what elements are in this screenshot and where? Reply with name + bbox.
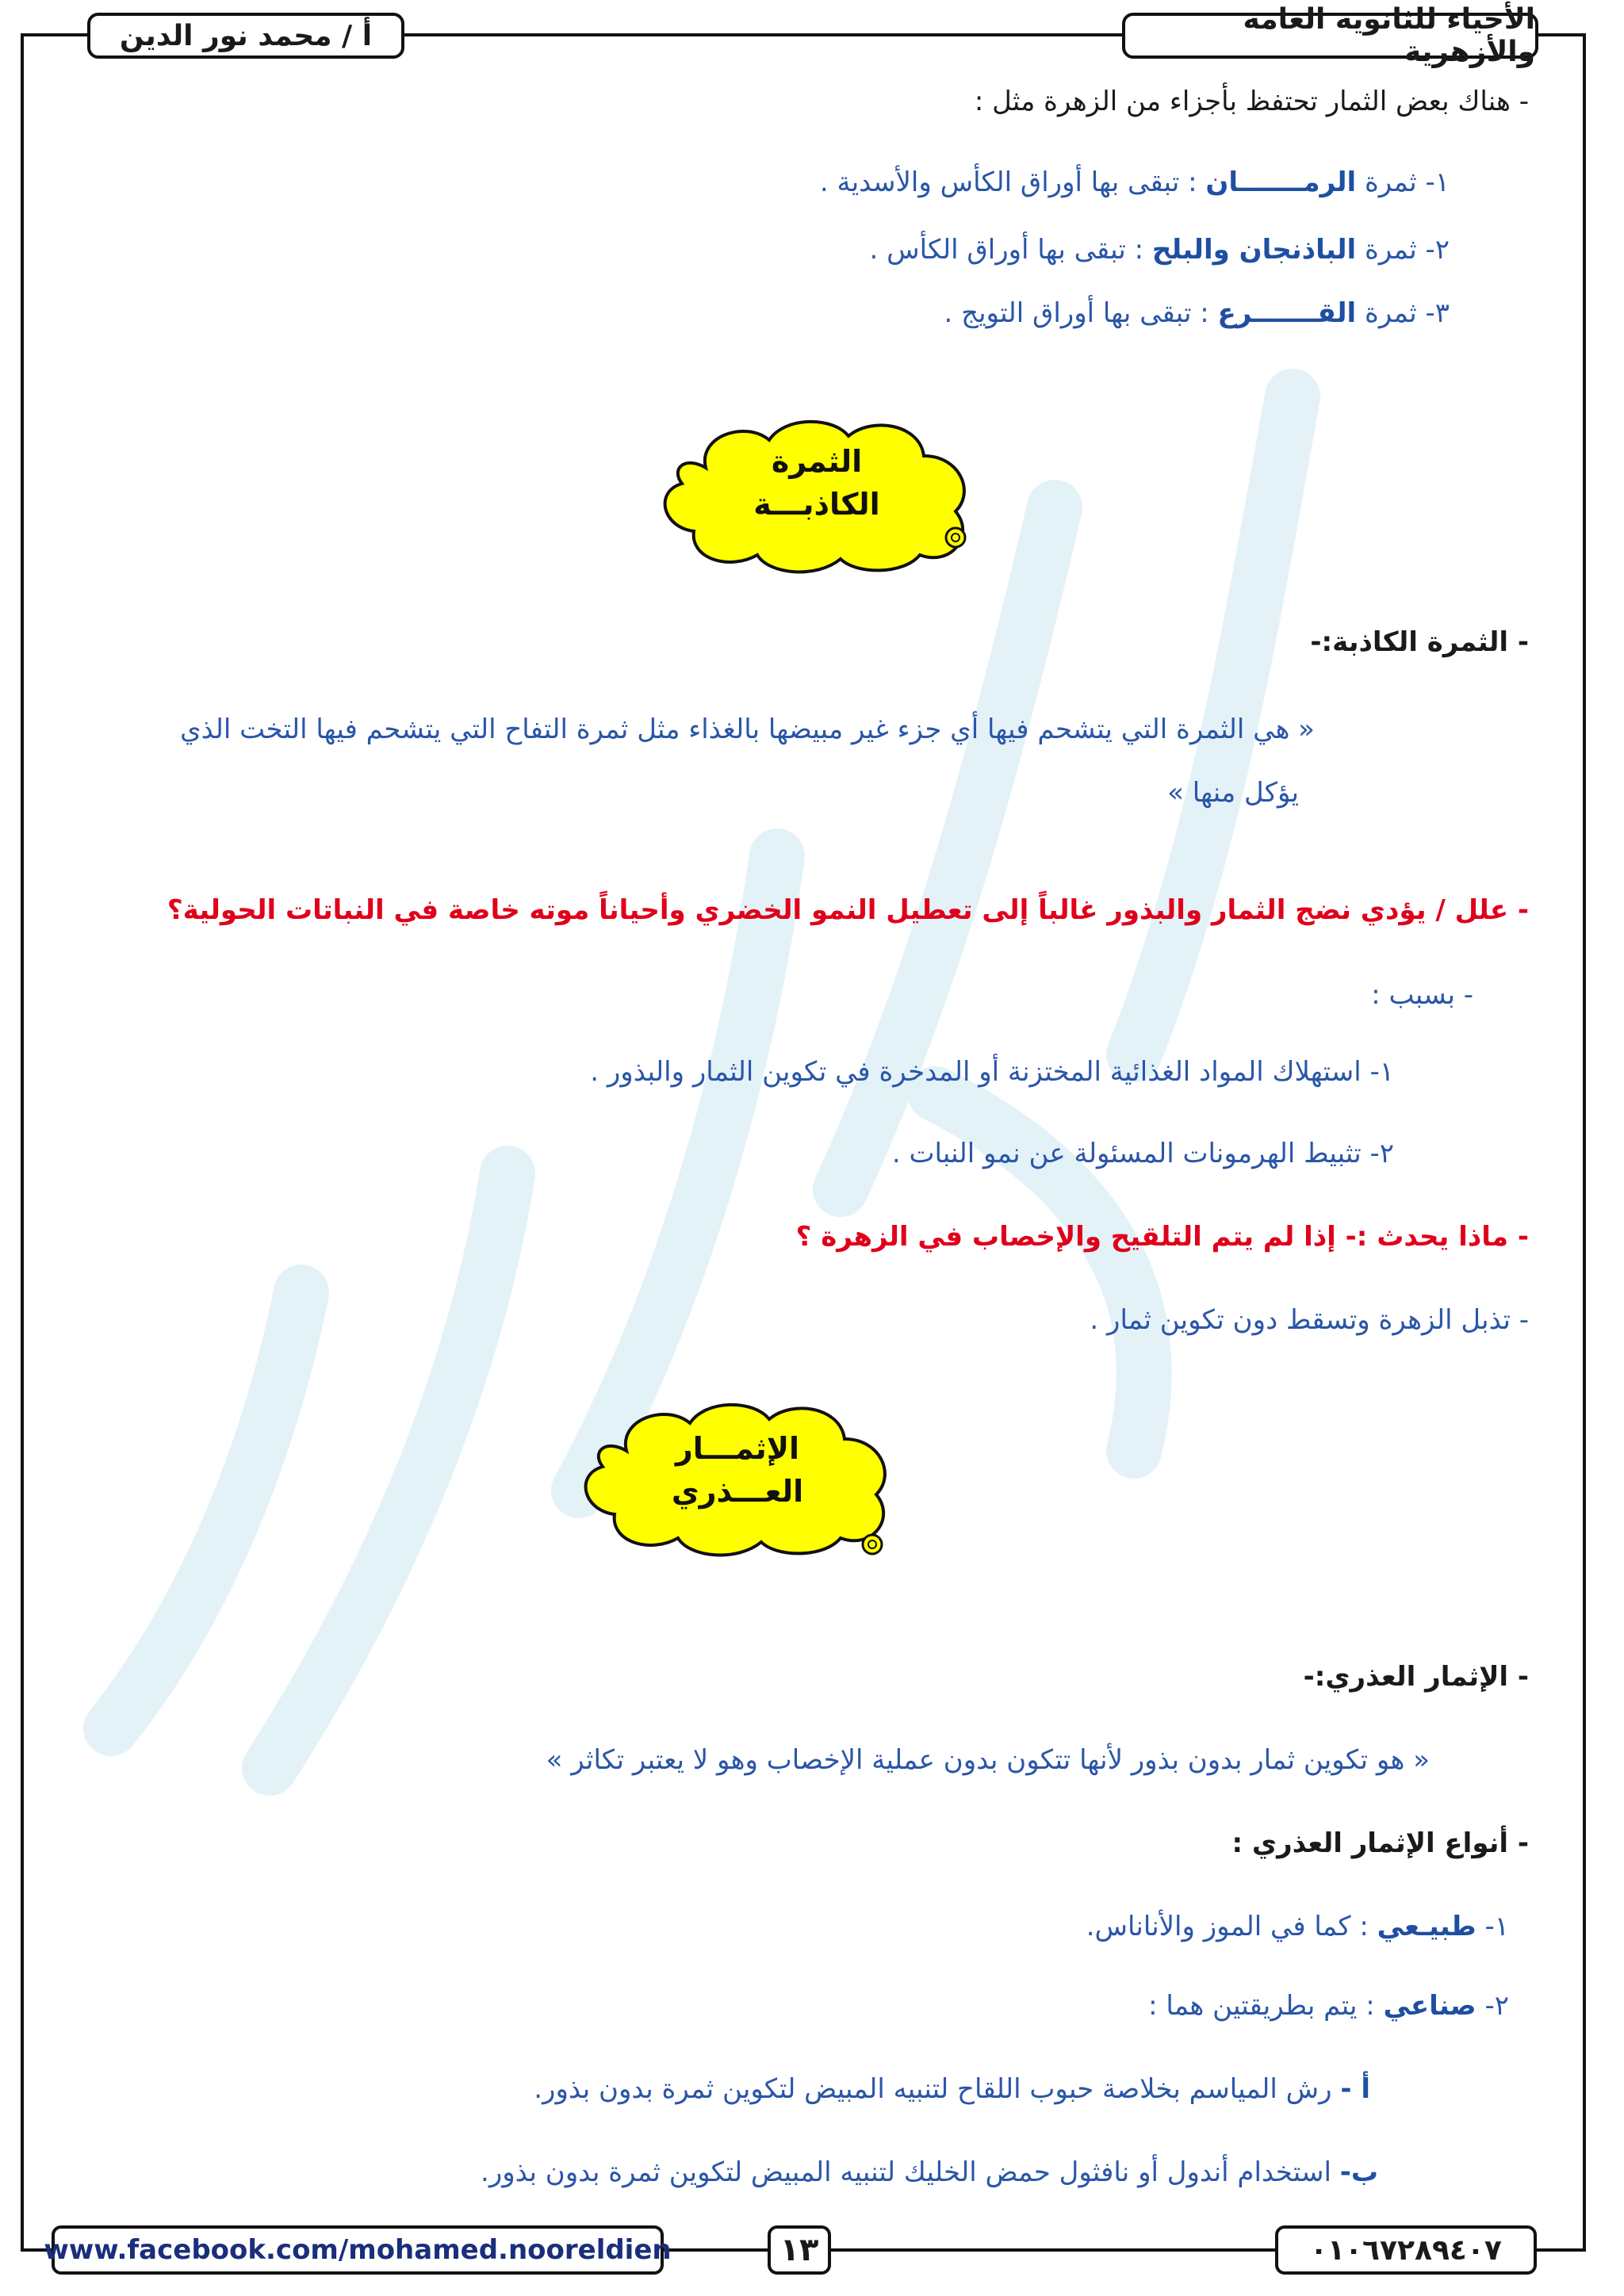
parthenocarpy-method-1 [534,2073,1370,2105]
type-2-rest: : يتم بطريقتين هما : [1148,1990,1384,2022]
cloud-1-line-1: الثمرة [771,444,863,479]
what-happens-answer: - تذبل الزهرة وتسقط دون تكوين ثمار . [1090,1304,1529,1336]
false-fruit-def-2: يؤكل منها » [1167,777,1299,809]
type-1-name: طبيـعي [1377,1911,1477,1942]
cloud-1-label [714,440,920,526]
parthenocarpy-type-1 [1086,1911,1509,1942]
parthenocarpy-types-title: - أنواع الإثمار العذري : [1231,1827,1529,1859]
method-2-text: استخدام أندول أو نافثول حمض الخليك لتنبيه المبيض لتكوين ثمرة بدون بذور. [481,2156,1340,2188]
parthenocarpy-title: - الإثمار العذري:- [1303,1661,1529,1693]
intro-item-1 [820,166,1450,198]
facebook-link[interactable]: www.facebook.com/mohamed.nooreldien [44,2234,672,2266]
page-number: ١٣ [779,2232,819,2268]
reason-item-2: ٢- تثبيط الهرمونات المسئولة عن نمو النبات . [891,1138,1394,1169]
intro-item-1-rest: : تبقى بها أوراق الكأس والأسدية . [819,166,1206,198]
parthenocarpy-type-2 [1148,1990,1509,2022]
page-number-box [768,2225,831,2275]
type-1-num: ١- [1476,1911,1509,1942]
parthenocarpy-method-2 [481,2156,1378,2188]
intro-item-3-rest: : تبقى بها أوراق التويج . [944,297,1218,329]
subject-title: الأحياء للثانوية العامة والأزهرية [1243,3,1535,68]
parthenocarpy-definition: « هو تكوين ثمار بدون بذور لأنها تتكون بدون عملية الإخصاب وهو لا يعتبر تكاثر » [546,1744,1430,1776]
phone-number: ٠١٠٦٧٢٨٩٤٠٧ [1310,2233,1502,2267]
intro-item-1-fruit: الرمـــــــان [1205,166,1357,198]
teacher-name-box [87,13,404,59]
reason-item-1: ١- استهلاك المواد الغذائية المختزنة أو المدخرة في تكوين الثمار والبذور . [590,1056,1394,1088]
subject-title-box [1122,3,1538,68]
type-2-name: صناعي [1383,1990,1477,2022]
type-2-num: ٢- [1476,1990,1509,2022]
what-happens-question: - ماذا يحدث :- إذا لم يتم التلقيح والإخصاب في الزهرة ؟ [795,1221,1529,1253]
intro-item-2 [870,234,1450,266]
reason-because: - بسبب : [1371,979,1473,1011]
intro-line: - هناك بعض الثمار تحتفظ بأجزاء من الزهرة مثل : [974,86,1529,117]
method-2-label: ب- [1339,2156,1378,2188]
cloud-2-line-2: العـــذري [671,1474,804,1509]
method-1-label: أ - [1340,2073,1370,2105]
cloud-2-line-1: الإثمـــار [675,1431,800,1466]
intro-item-1-num: ١- ثمرة [1356,166,1450,198]
intro-item-3-num: ٣- ثمرة [1356,297,1450,329]
type-1-rest: : كما في الموز والأناناس. [1086,1911,1377,1942]
intro-item-2-fruit: الباذنجان والبلح [1151,234,1357,266]
teacher-name: أ / محمد نور الدين [119,19,373,52]
cloud-1-line-2: الكاذبـــة [753,487,880,522]
facebook-link-box [44,2225,672,2275]
method-1-text: رش المياسم بخلاصة حبوب اللقاح لتنبيه المبيض لتكوين ثمرة بدون بذور. [534,2073,1341,2105]
intro-item-3-fruit: القـــــــرع [1217,297,1357,329]
intro-item-2-rest: : تبقى بها أوراق الكأس . [869,234,1152,266]
intro-item-3 [944,297,1450,329]
intro-item-2-num: ٢- ثمرة [1356,234,1450,266]
false-fruit-title: - الثمرة الكاذبة:- [1310,626,1529,658]
phone-number-box [1275,2225,1537,2275]
false-fruit-def-1: « هي الثمرة التي يتشحم فيها أي جزء غير مبيضها بالغذاء مثل ثمرة التفاح التي يتشحم فيها التخت الذي [180,714,1315,745]
cloud-2-label [634,1427,841,1513]
reason-question: - علل / يؤدي نضج الثمار والبذور غالباً إلى تعطيل النمو الخضري وأحياناً موته خاصة في النباتات الحولية؟ [167,894,1529,926]
